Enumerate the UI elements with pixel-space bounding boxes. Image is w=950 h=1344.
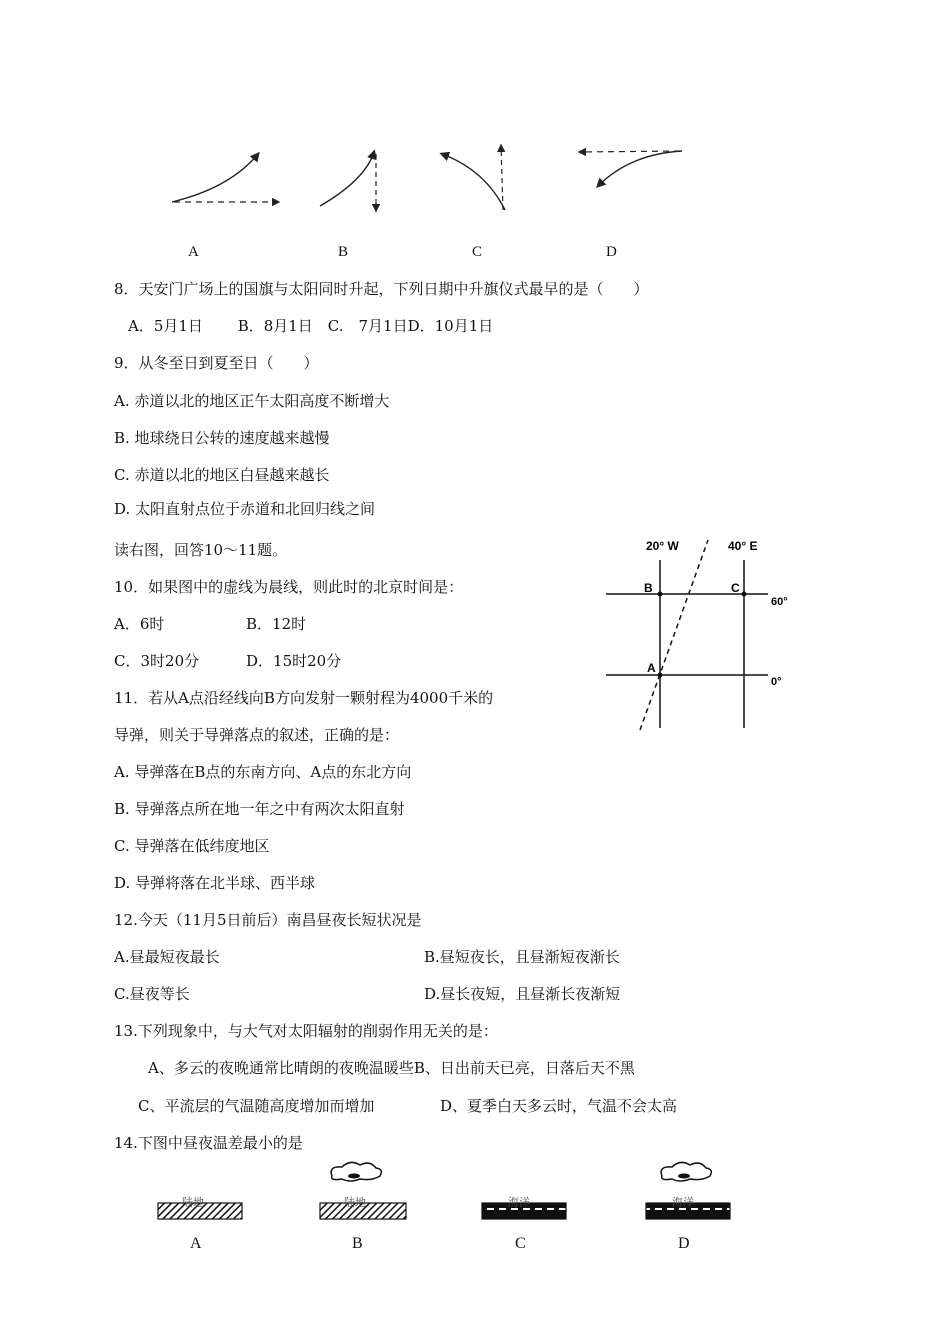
q11-option-d: D. 导弹将落在北半球、西半球 — [114, 874, 316, 892]
point-b-dot — [658, 592, 663, 597]
surface-label-b: 陆地 — [344, 1197, 366, 1209]
q11-option-a: A. 导弹落在B点的东南方向、A点的东北方向 — [114, 763, 412, 781]
q14-panel-b — [320, 1162, 406, 1219]
deflection-arrows-figure — [160, 140, 700, 220]
latitude-longitude-figure — [600, 530, 820, 740]
q10-option-a: A．6时 — [114, 615, 165, 633]
q11-stem-line1: 11．若从A点沿经线向B方向发射一颗射程为4000千米的 — [114, 689, 494, 707]
arrow-diagram-a — [172, 154, 278, 202]
arrow-label-b: B — [338, 244, 349, 260]
q9-option-c: C. 赤道以北的地区白昼越来越长 — [114, 466, 330, 484]
lon-right-label: 40° E — [728, 539, 758, 553]
point-a-dot — [658, 673, 663, 678]
q9-stem: 9．从冬至日到夏至日（ ） — [114, 354, 319, 372]
q11-option-b: B. 导弹落点所在地一年之中有两次太阳直射 — [114, 800, 405, 818]
point-c-label: C — [731, 581, 740, 595]
q14-stem: 14.下图中昼夜温差最小的是 — [114, 1134, 303, 1152]
q11-stem-line2: 导弹，则关于导弹落点的叙述，正确的是： — [114, 726, 400, 744]
q13-options-row1: A、多云的夜晚通常比晴朗的夜晚温暖些B、日出前天已亮，日落后天不黑 — [148, 1059, 635, 1077]
surface-label-a: 陆地 — [182, 1197, 204, 1209]
q14-figure — [150, 1160, 750, 1230]
surface-label-c: 海洋 — [508, 1197, 530, 1209]
surface-label-d: 海洋 — [672, 1197, 694, 1209]
lat-top-label: 60° — [771, 596, 788, 608]
q14-label-d: D — [678, 1235, 690, 1252]
lat-bottom-label: 0° — [771, 676, 782, 688]
q13-option-c: C、平流层的气温随高度增加而增加 — [138, 1097, 375, 1115]
q14-panel-c — [482, 1195, 566, 1219]
q9-option-a: A. 赤道以北的地区正午太阳高度不断增大 — [114, 392, 390, 410]
arrow-label-d: D — [606, 244, 617, 260]
q13-stem: 13.下列现象中，与大气对太阳辐射的削弱作用无关的是： — [114, 1022, 498, 1040]
arrow-label-a: A — [188, 244, 199, 260]
lon-left-label: 20° W — [646, 539, 679, 553]
point-c-dot — [742, 592, 747, 597]
q12-option-c: C.昼夜等长 — [114, 985, 190, 1003]
q9-option-d: D. 太阳直射点位于赤道和北回归线之间 — [114, 500, 376, 518]
point-b-label: B — [644, 581, 653, 595]
q10-option-c: C．3时20分 — [114, 652, 200, 670]
arrow-diagram-c — [442, 146, 505, 210]
q12-stem: 12.今天（11月5日前后）南昌昼夜长短状况是 — [114, 911, 422, 929]
q10-option-d: D．15时20分 — [246, 652, 342, 670]
q14-label-c: C — [515, 1235, 526, 1252]
arrow-diagram-d — [580, 151, 682, 186]
q13-option-d: D、夏季白天多云时，气温不会太高 — [440, 1097, 678, 1115]
q14-label-a: A — [190, 1235, 202, 1252]
dawn-line — [640, 540, 708, 730]
q14-panel-a — [158, 1195, 242, 1219]
intro-10-11: 读右图，回答10～11题。 — [114, 541, 288, 559]
q14-label-b: B — [352, 1235, 363, 1252]
q8-stem: 8．天安门广场上的国旗与太阳同时升起，下列日期中升旗仪式最早的是（ ） — [114, 280, 649, 298]
q10-option-b: B．12时 — [246, 615, 307, 633]
q12-option-b: B.昼短夜长，且昼渐短夜渐长 — [424, 948, 620, 966]
q14-panel-d — [646, 1162, 730, 1219]
arrow-label-c: C — [472, 244, 483, 260]
q12-option-a: A.昼最短夜最长 — [114, 948, 220, 966]
arrow-diagram-b — [320, 152, 376, 210]
q12-option-d: D.昼长夜短，且昼渐长夜渐短 — [424, 985, 621, 1003]
q11-option-c: C. 导弹落在低纬度地区 — [114, 837, 270, 855]
q10-stem: 10．如果图中的虚线为晨线，则此时的北京时间是： — [114, 578, 464, 596]
q9-option-b: B. 地球绕日公转的速度越来越慢 — [114, 429, 330, 447]
q8-options: A．5月1日 B．8月1日 C. 7月1日D．10月1日 — [128, 317, 494, 335]
point-a-label: A — [647, 661, 656, 675]
